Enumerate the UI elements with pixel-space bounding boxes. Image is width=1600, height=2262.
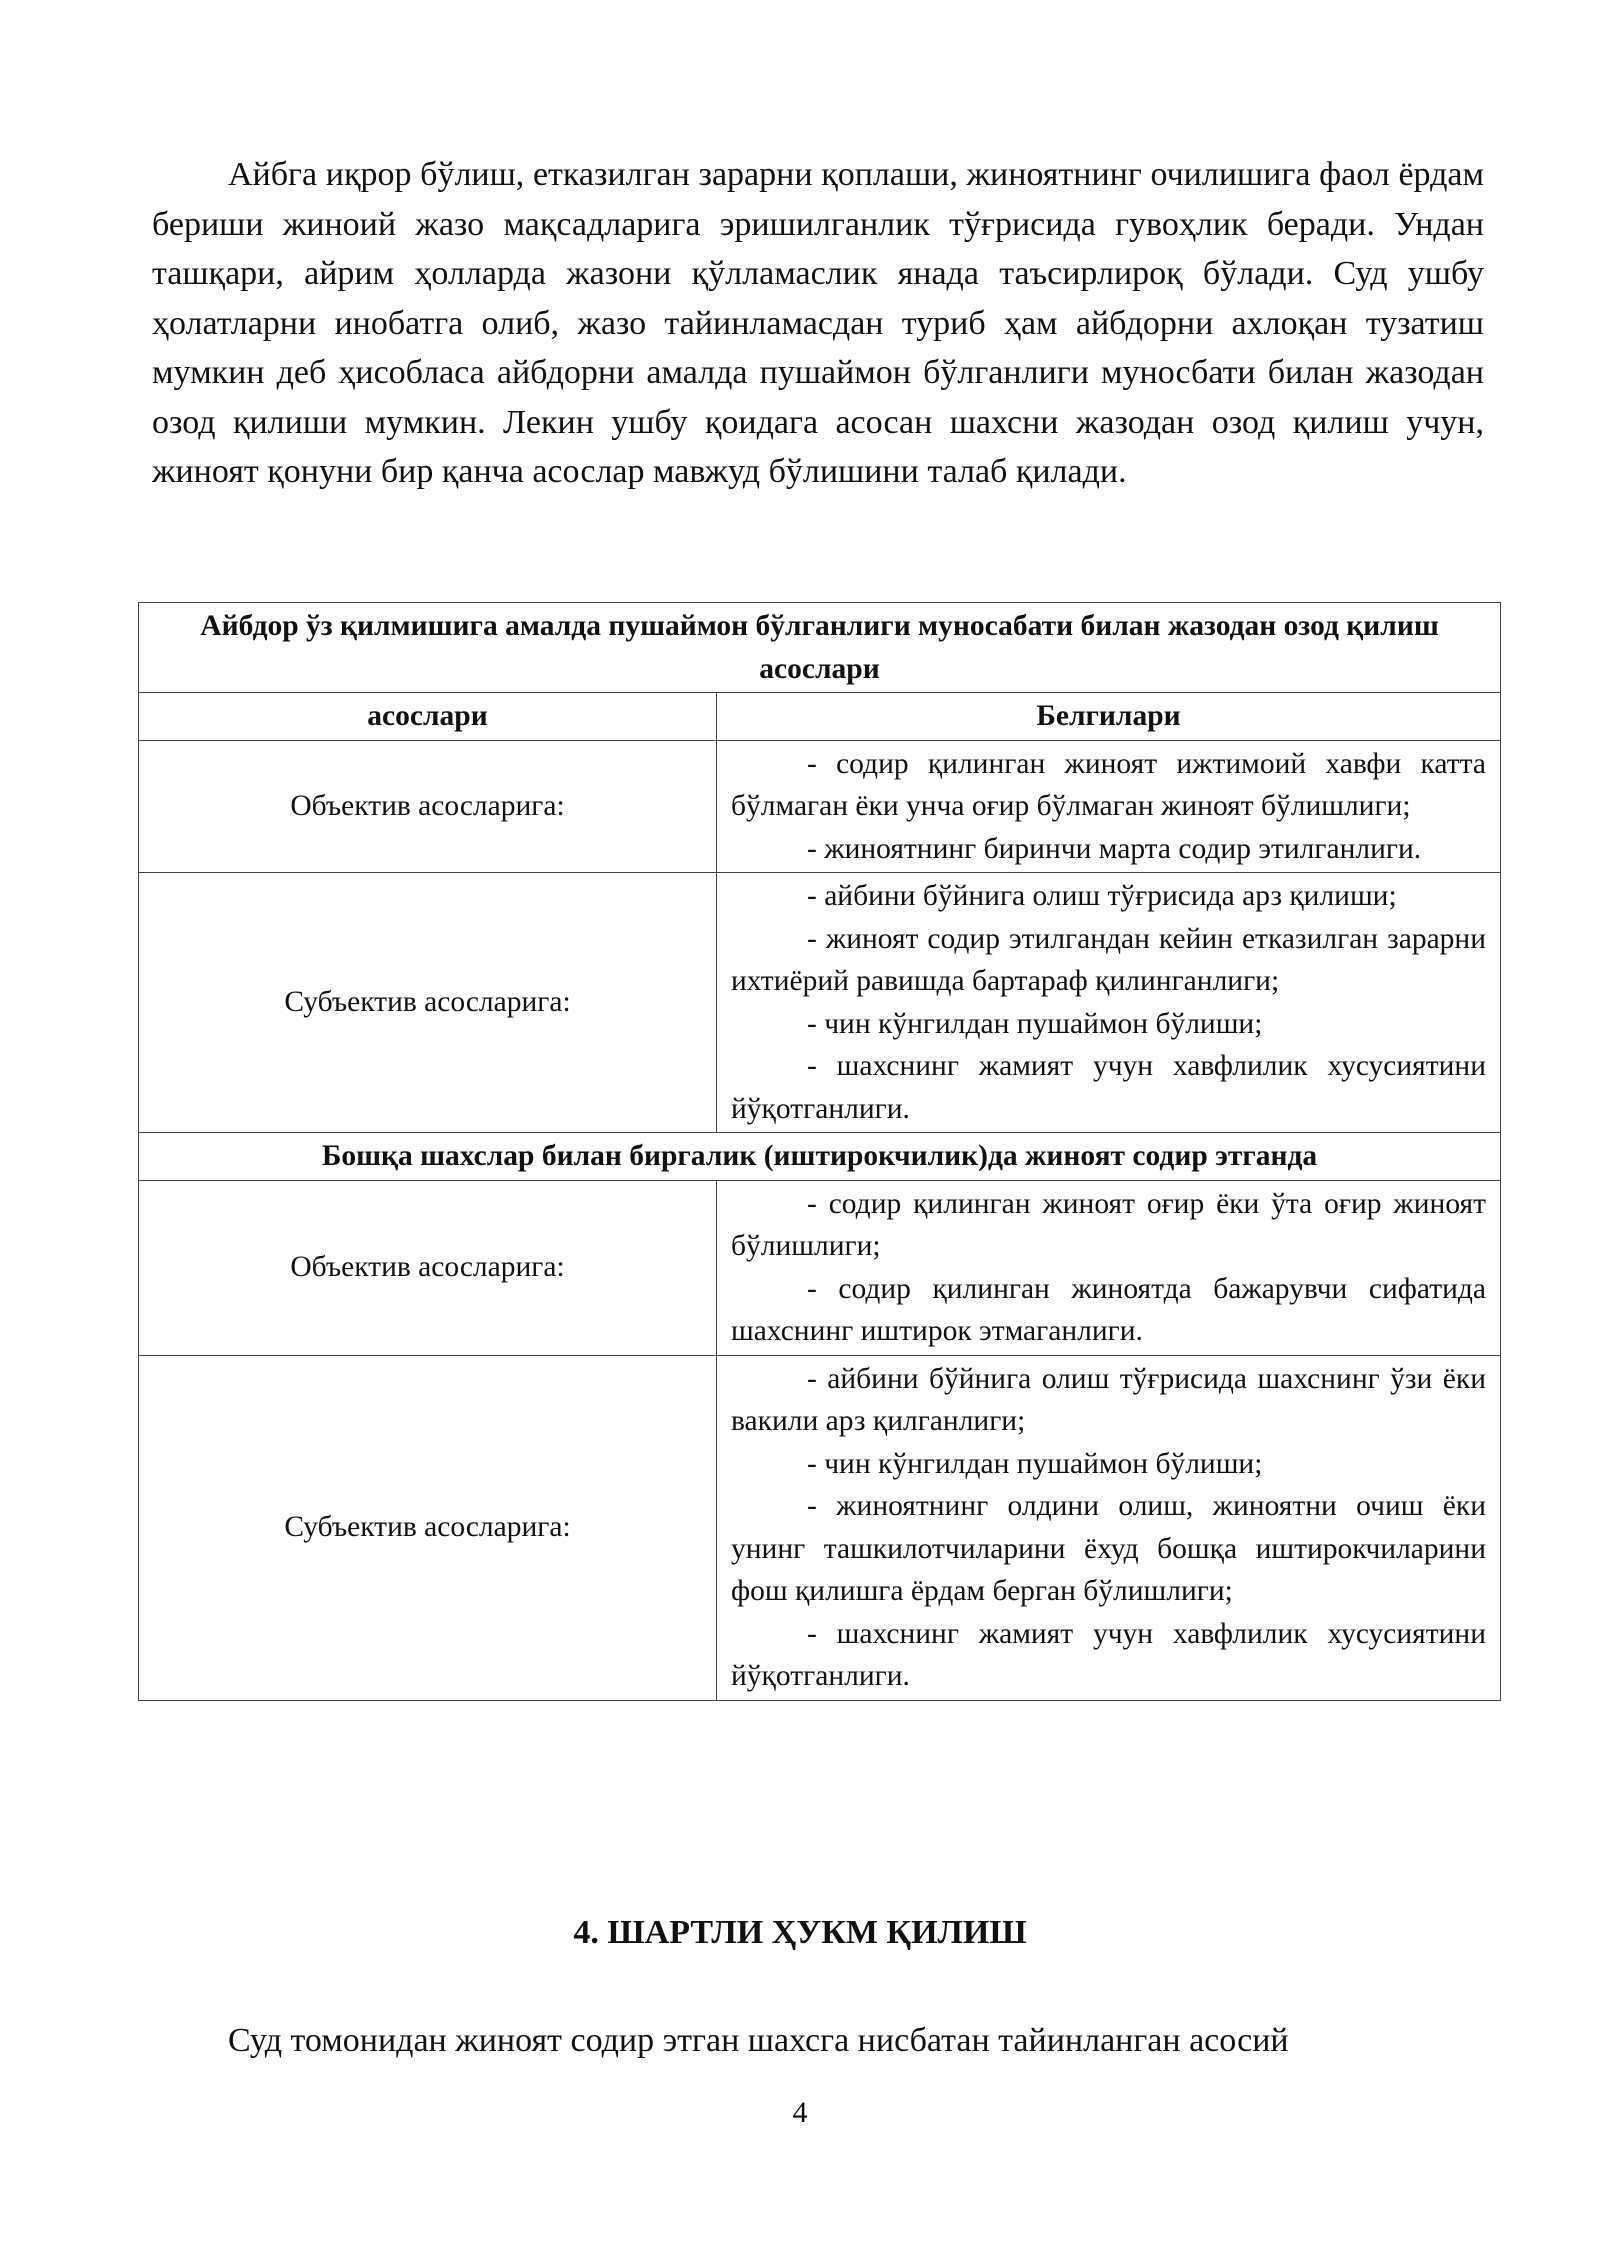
objective-grounds-signs [717, 740, 1501, 873]
objective-grounds-label: Объектив асосларига: [139, 740, 717, 873]
list-item: - шахснинг жамият учун хавфлилик хусусиятини йўқотганлиги. [731, 1617, 1486, 1692]
subjective-grounds-signs [717, 1355, 1501, 1700]
table-header-row [139, 693, 1501, 741]
list-item: - айбини бўйнига олиш тўғрисида арз қилиши; [807, 880, 1397, 912]
objective-grounds-label: Объектив асосларига: [139, 1180, 717, 1355]
list-item: - жиноят содир этилгандан кейин етказилган зарарни ихтиёрий равишда бартараф қилинганлиги; [731, 922, 1486, 997]
grounds-table [138, 602, 1501, 1701]
table-title-row [139, 603, 1501, 693]
table-row [139, 873, 1501, 1133]
subjective-grounds-label: Субъектив асосларига: [139, 873, 717, 1133]
column-header-grounds: асослари [139, 693, 717, 741]
table-row [139, 1355, 1501, 1700]
list-item: - содир қилинган жиноят оғир ёки ўта оғир жиноят бўлишлиги; [731, 1187, 1486, 1262]
table-title: Айбдор ўз қилмишига амалда пушаймон бўлганлиги муносабати билан жазодан озод қилиш асослари [139, 603, 1501, 693]
objective-grounds-signs [717, 1180, 1501, 1355]
list-item: - шахснинг жамият учун хавфлилик хусусиятини йўқотганлиги. [731, 1050, 1486, 1125]
table-row [139, 740, 1501, 873]
section-heading: 4. ШАРТЛИ ҲУКМ ҚИЛИШ [573, 1914, 1027, 1951]
column-header-signs: Белгилари [717, 693, 1501, 741]
list-item: - чин кўнгилдан пушаймон бўлиши; [807, 1447, 1263, 1480]
complicity-section-title: Бошқа шахслар билан биргалик (иштирокчилик)да жиноят содир этганда [139, 1133, 1501, 1181]
subjective-grounds-signs [717, 873, 1501, 1133]
table-row [139, 1180, 1501, 1355]
list-item: - жиноятнинг олдини олиш, жиноятни очиш ёки унинг ташкилотчиларини ёхуд бошқа иштирокчиларини фош қилишга ёрдам берган бўлишлиги; [731, 1490, 1486, 1607]
table-section-row [139, 1133, 1501, 1181]
final-paragraph: Суд томонидан жиноят содир этган шахсга нисбатан тайинланган асосий [228, 2022, 1289, 2059]
list-item: - чин кўнгилдан пушаймон бўлиши; [807, 1007, 1263, 1040]
list-item: - содир қилинган жиноятда бажарувчи сифатида шахснинг иштирок этмаганлиги. [731, 1272, 1486, 1347]
subjective-grounds-label: Субъектив асосларига: [139, 1355, 717, 1700]
page-number: 4 [792, 2096, 808, 2129]
list-item: - содир қилинган жиноят ижтимоий хавфи катта бўлмаган ёки унча оғир бўлмаган жиноят бўлишлиги; [731, 747, 1486, 822]
list-item: - жиноятнинг биринчи марта содир этилганлиги. [807, 832, 1422, 865]
intro-paragraph: Айбга иқрор бўлиш, етказилган зарарни қоплаши, жиноятнинг очилишига фаол ёрдам бериши жиноий жазо мақсадларига эришилганлик тўғрисида гувоҳлик беради. Ундан ташқари, айрим ҳолларда жазони қўлламаслик янада таъсирлироқ бўлади. Суд ушбу ҳолатларни инобатга олиб, жазо тайинламасдан туриб ҳам айбдорни ахлоқан тузатиш мумкин деб ҳисобласа айбдорни амалда пушаймон бўлганлиги муносбати билан жазодан озод қилиши мумкин. Лекин ушбу қоидага асосан шахсни жазодан озод қилиш учун, жиноят қонуни бир қанча асослар мавжуд бўлишини талаб қилади. [152, 156, 1484, 490]
list-item: - айбини бўйнига олиш тўғрисида шахснинг ўзи ёки вакили арз қилганлиги; [731, 1362, 1486, 1437]
